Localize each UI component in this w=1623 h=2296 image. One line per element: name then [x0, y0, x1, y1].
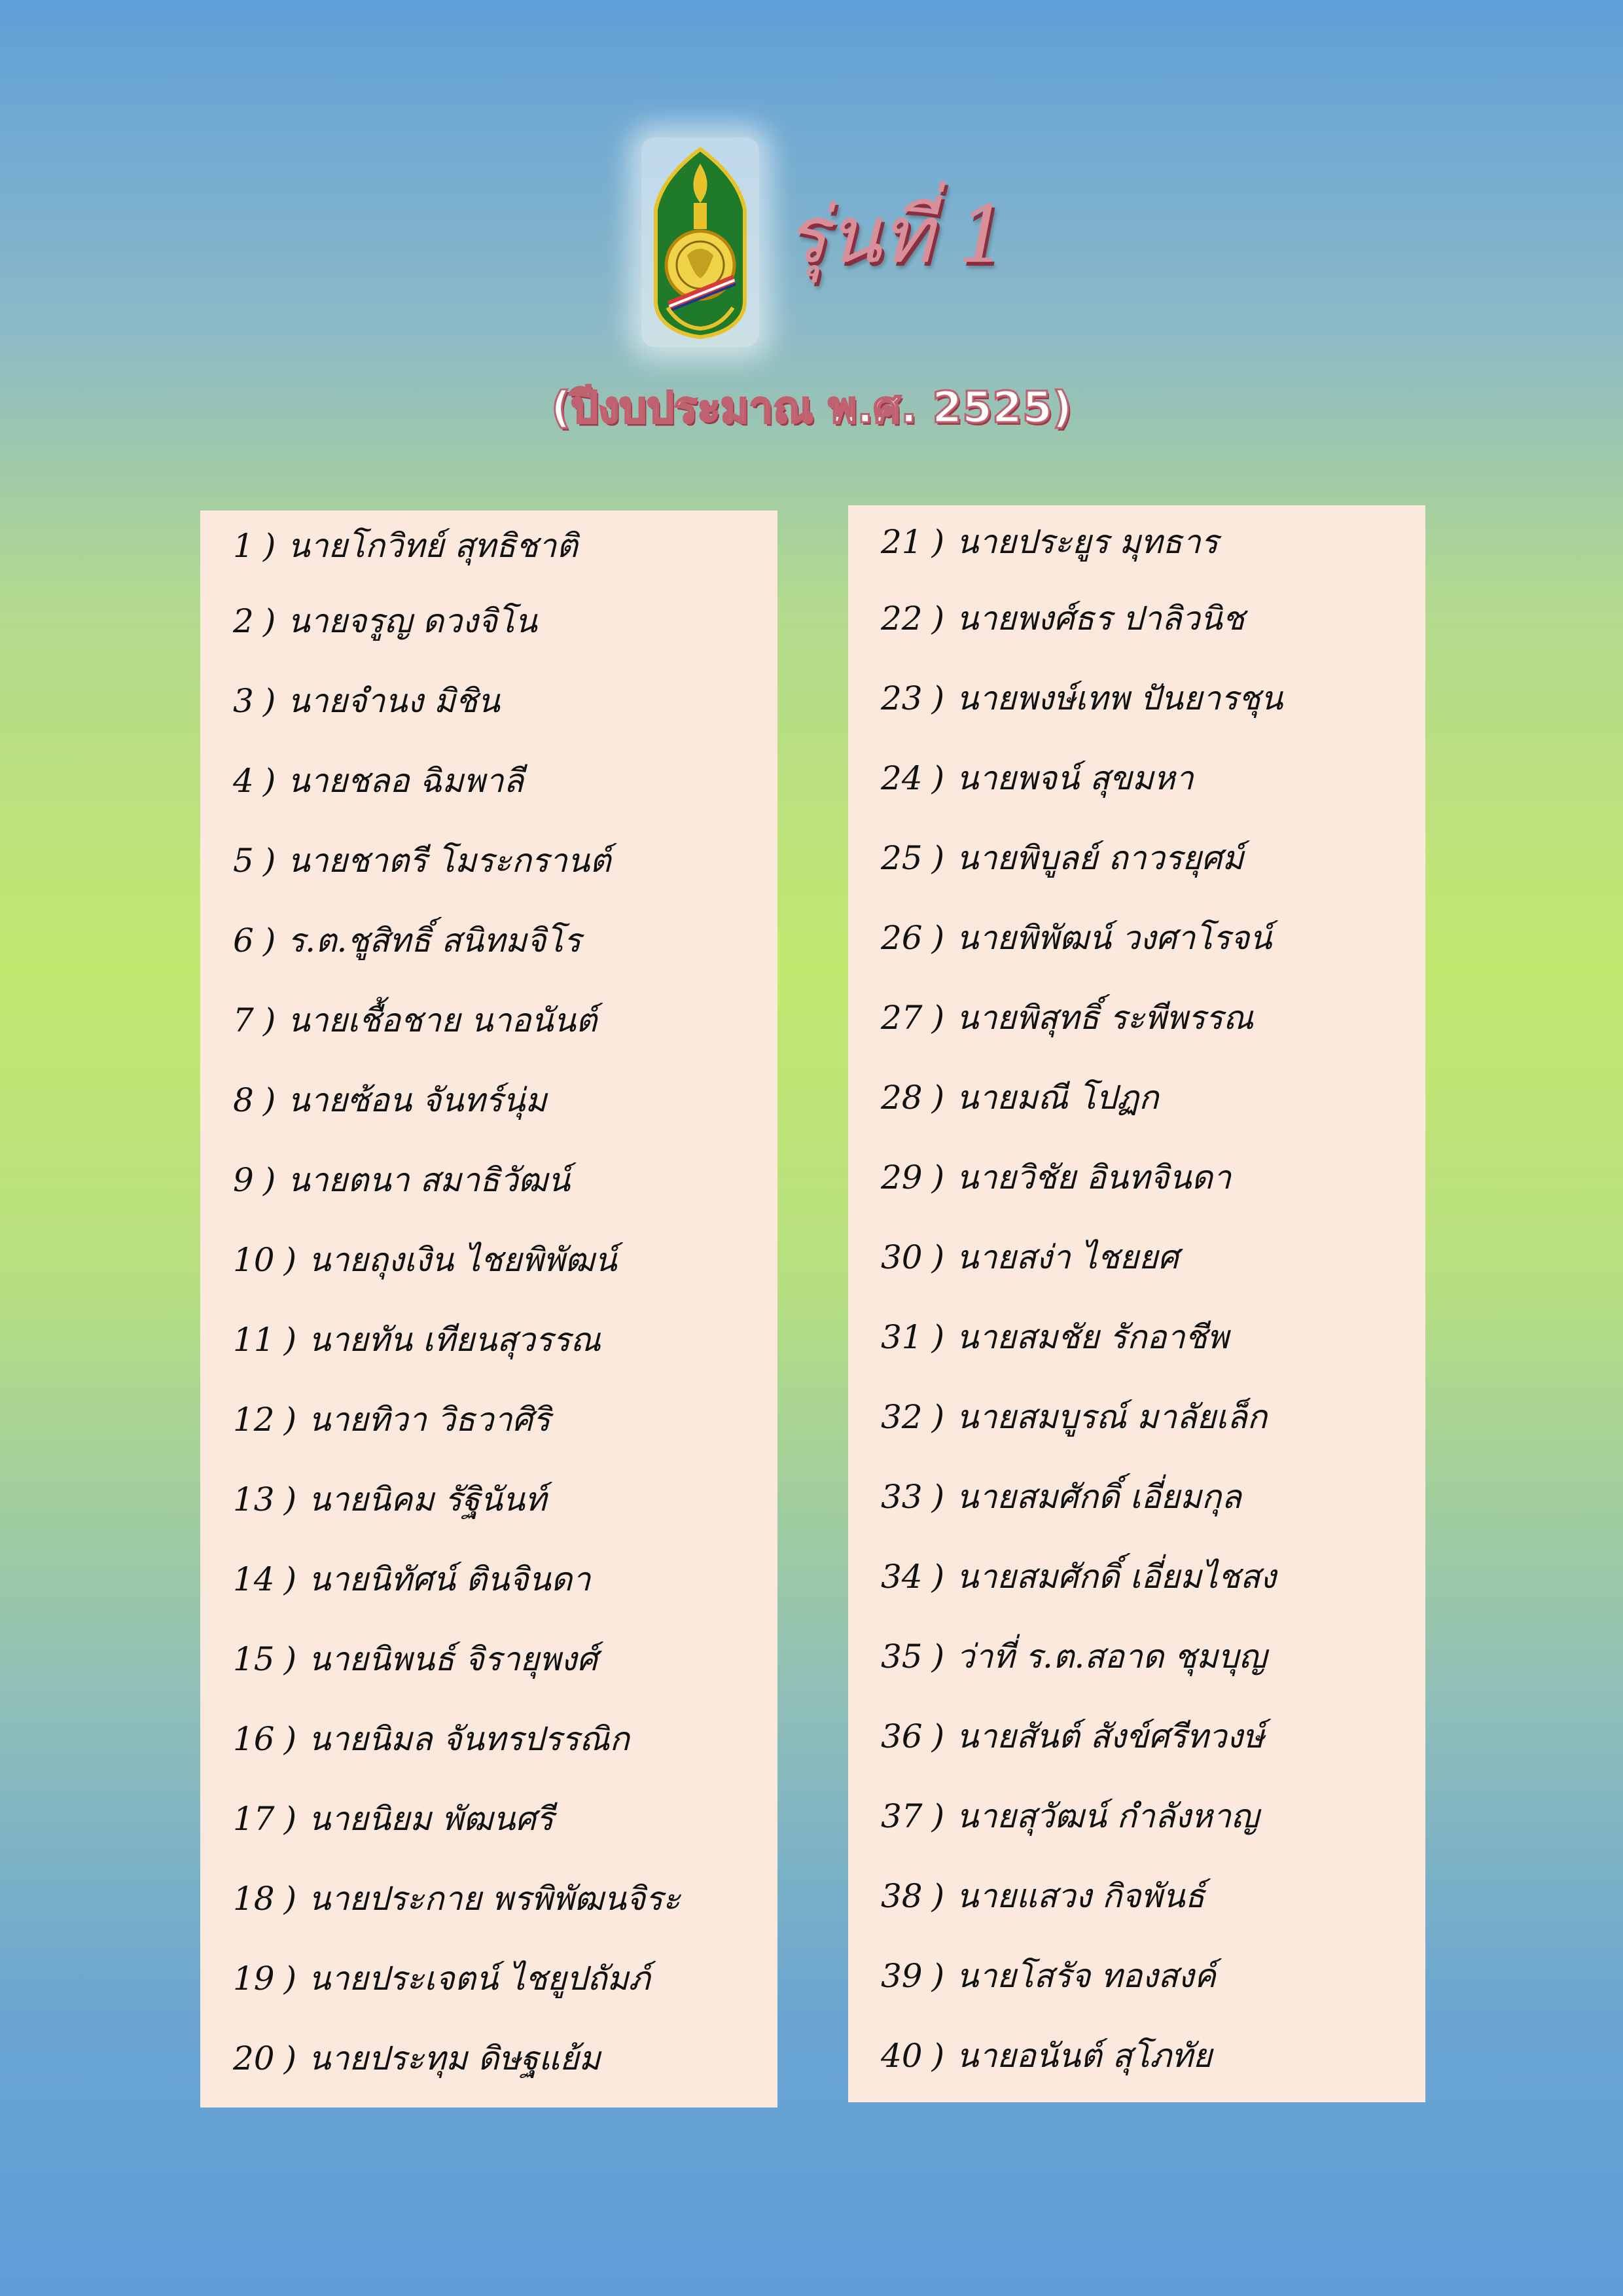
- item-name: นายนิคม รัฐินันท์: [308, 1480, 546, 1518]
- item-separator: ): [283, 1401, 297, 1439]
- item-separator: ): [931, 679, 945, 717]
- item-separator: ): [283, 1640, 297, 1678]
- item-name: นายมณี โปฏก: [956, 1079, 1159, 1117]
- item-number: 10: [233, 1241, 275, 1279]
- item-name: นายโสรัจ ทองสงค์: [956, 1957, 1216, 1995]
- item-separator: ): [931, 1717, 945, 1755]
- item-separator: ): [262, 602, 276, 640]
- item-separator: ): [283, 1321, 297, 1359]
- list-item: [881, 505, 1425, 579]
- item-separator: ): [931, 1318, 945, 1356]
- item-number: 12: [233, 1401, 275, 1439]
- list-item: [881, 1617, 1425, 1696]
- list-item: [881, 1936, 1425, 2016]
- list-item: [881, 658, 1425, 738]
- list-item: [881, 818, 1425, 898]
- item-separator: ): [283, 1800, 297, 1838]
- name-list-left: [200, 511, 777, 2108]
- list-item: [881, 978, 1425, 1058]
- list-item: [233, 511, 777, 581]
- item-separator: ): [283, 1880, 297, 1918]
- item-separator: ): [931, 600, 945, 637]
- item-separator: ): [931, 1238, 945, 1276]
- item-separator: ): [931, 2037, 945, 2075]
- item-number: 39: [881, 1957, 923, 1995]
- item-separator: ): [931, 1478, 945, 1516]
- item-number: 8: [233, 1081, 254, 1119]
- item-number: 14: [233, 1560, 275, 1598]
- item-name: ร.ต.ชูสิทธิ์ สนิทมจิโร: [287, 922, 581, 960]
- item-separator: ): [262, 1161, 276, 1199]
- list-item: [233, 1060, 777, 1140]
- item-number: 33: [881, 1478, 923, 1516]
- item-separator: ): [931, 1558, 945, 1596]
- list-item: [233, 1460, 777, 1539]
- item-separator: ): [931, 523, 945, 561]
- list-item: [233, 2018, 777, 2098]
- item-number: 19: [233, 1960, 275, 1998]
- list-item: [233, 741, 777, 821]
- list-item: [233, 1939, 777, 2018]
- item-number: 35: [881, 1638, 923, 1676]
- item-separator: ): [931, 759, 945, 797]
- page-subtitle: (ปีงบประมาณ พ.ศ. 2525): [550, 382, 1073, 433]
- item-name: นายชลอ ฉิมพาลี: [287, 762, 524, 800]
- item-separator: ): [931, 1797, 945, 1835]
- item-number: 1: [233, 527, 254, 565]
- list-item: [881, 1856, 1425, 1936]
- list-item: [233, 581, 777, 661]
- item-name: นายโกวิทย์ สุทธิชาติ: [287, 527, 578, 565]
- item-number: 16: [233, 1720, 275, 1758]
- item-name: นายพิสุทธิ์ ระพีพรรณ: [956, 999, 1254, 1037]
- item-separator: ): [931, 839, 945, 877]
- item-name: นายนิพนธ์ จิรายุพงศ์: [308, 1640, 598, 1678]
- item-number: 37: [881, 1797, 923, 1835]
- item-number: 28: [881, 1079, 923, 1117]
- item-name: นายนิมล จันทรปรรณิก: [308, 1720, 630, 1758]
- item-separator: ): [283, 1241, 297, 1279]
- item-separator: ): [283, 2039, 297, 2077]
- item-separator: ): [283, 1560, 297, 1598]
- list-item: [881, 1058, 1425, 1138]
- list-item: [233, 1699, 777, 1779]
- item-number: 36: [881, 1717, 923, 1755]
- item-number: 31: [881, 1318, 923, 1356]
- item-name: นายพงษ์เทพ ปันยารชุน: [956, 679, 1283, 717]
- item-separator: ): [262, 682, 276, 720]
- item-separator: ): [931, 1638, 945, 1676]
- list-item: [233, 980, 777, 1060]
- item-separator: ): [283, 1480, 297, 1518]
- list-item: [881, 1537, 1425, 1617]
- item-number: 18: [233, 1880, 275, 1918]
- item-name: นายทิวา วิธวาศิริ: [308, 1401, 551, 1439]
- list-item: [881, 738, 1425, 818]
- item-name: นายพจน์ สุขมหา: [956, 759, 1194, 797]
- item-separator: ): [262, 842, 276, 880]
- item-number: 22: [881, 600, 923, 637]
- item-separator: ): [931, 1158, 945, 1196]
- item-separator: ): [931, 999, 945, 1037]
- item-name: นายประยูร มุทธาร: [956, 523, 1219, 561]
- item-number: 23: [881, 679, 923, 717]
- item-number: 40: [881, 2037, 923, 2075]
- list-item: [233, 661, 777, 741]
- item-separator: ): [262, 762, 276, 800]
- item-number: 17: [233, 1800, 275, 1838]
- item-number: 24: [881, 759, 923, 797]
- item-number: 30: [881, 1238, 923, 1276]
- list-item: [233, 1300, 777, 1380]
- list-item: [881, 1776, 1425, 1856]
- item-name: นายสมศักดิ์ เอี่ยมกุล: [956, 1478, 1241, 1516]
- item-separator: ): [262, 1081, 276, 1119]
- item-name: นายวิชัย อินทจินดา: [956, 1158, 1232, 1196]
- list-item: [233, 821, 777, 901]
- item-number: 32: [881, 1398, 923, 1436]
- item-number: 34: [881, 1558, 923, 1596]
- item-name: นายสมชัย รักอาชีพ: [956, 1318, 1229, 1356]
- item-number: 15: [233, 1640, 275, 1678]
- page-title: รุ่นที่ 1: [785, 190, 1008, 281]
- item-name: นายถุงเงิน ไชยพิพัฒน์: [308, 1241, 617, 1279]
- list-item: [881, 898, 1425, 978]
- item-separator: ): [931, 1877, 945, 1915]
- item-number: 21: [881, 523, 923, 561]
- item-name: นายชาตรี โมระกรานต์: [287, 842, 611, 880]
- item-name: นายตนา สมาธิวัฒน์: [287, 1161, 570, 1199]
- item-number: 7: [233, 1001, 254, 1039]
- item-number: 38: [881, 1877, 923, 1915]
- item-name: นายจรูญ ดวงจิโน: [287, 602, 537, 640]
- emblem-graphic: [641, 137, 759, 347]
- list-item: [233, 1619, 777, 1699]
- item-number: 11: [233, 1321, 275, 1359]
- item-separator: ): [262, 922, 276, 960]
- name-list-right: [848, 505, 1425, 2102]
- list-item: [233, 901, 777, 980]
- list-item: [881, 1457, 1425, 1537]
- list-item: [233, 1140, 777, 1220]
- item-separator: ): [931, 1079, 945, 1117]
- item-separator: ): [931, 1957, 945, 1995]
- item-number: 4: [233, 762, 254, 800]
- item-name: นายสันต์ สังข์ศรีทวงษ์: [956, 1717, 1264, 1755]
- list-item: [233, 1539, 777, 1619]
- item-number: 9: [233, 1161, 254, 1199]
- item-number: 25: [881, 839, 923, 877]
- item-name: นายทัน เทียนสุวรรณ: [308, 1321, 601, 1359]
- item-name: นายนิยม พัฒนศรี: [308, 1800, 554, 1838]
- item-name: นายพิบูลย์ ถาวรยุศม์: [956, 839, 1244, 877]
- item-separator: ): [931, 1398, 945, 1436]
- list-item: [881, 1377, 1425, 1457]
- item-name: นายนิทัศน์ ตินจินดา: [308, 1560, 591, 1598]
- list-item: [881, 1297, 1425, 1377]
- item-name: นายพงศ์ธร ปาลิวนิช: [956, 600, 1245, 637]
- item-name: นายเชื้อชาย นาอนันต์: [287, 1001, 597, 1039]
- item-name: นายประเจตน์ ไชยูปถัมภ์: [308, 1960, 651, 1998]
- item-name: นายสมบูรณ์ มาลัยเล็ก: [956, 1398, 1268, 1436]
- list-item: [233, 1859, 777, 1939]
- item-number: 13: [233, 1480, 275, 1518]
- item-name: นายอนันต์ สุโภทัย: [956, 2037, 1213, 2075]
- item-number: 20: [233, 2039, 275, 2077]
- list-item: [881, 1696, 1425, 1776]
- list-item: [881, 1217, 1425, 1297]
- item-name: นายสุวัฒน์ กำลังหาญ: [956, 1797, 1259, 1835]
- item-name: นายจำนง มิชิน: [287, 682, 500, 720]
- item-separator: ): [262, 1001, 276, 1039]
- item-separator: ): [262, 527, 276, 565]
- list-item: [233, 1779, 777, 1859]
- list-item: [881, 579, 1425, 658]
- item-name: นายประกาย พรพิพัฒนจิระ: [308, 1880, 681, 1918]
- item-number: 3: [233, 682, 254, 720]
- item-number: 29: [881, 1158, 923, 1196]
- item-name: ว่าที่ ร.ต.สอาด ชุมบุญ: [956, 1638, 1267, 1676]
- list-item: [233, 1380, 777, 1460]
- item-number: 2: [233, 602, 254, 640]
- item-name: นายสง่า ไชยยศ: [956, 1238, 1179, 1276]
- list-item: [233, 1220, 777, 1300]
- item-number: 6: [233, 922, 254, 960]
- item-name: นายซ้อน จันทร์นุ่ม: [287, 1081, 547, 1119]
- item-name: นายสมศักดิ์ เอี่ยมไชสง: [956, 1558, 1276, 1596]
- item-number: 5: [233, 842, 254, 880]
- item-separator: ): [283, 1720, 297, 1758]
- item-separator: ): [931, 919, 945, 957]
- item-name: นายแสวง กิจพันธ์: [956, 1877, 1205, 1915]
- list-item: [881, 2016, 1425, 2096]
- item-separator: ): [283, 1960, 297, 1998]
- item-name: นายประทุม ดิษฐแย้ม: [308, 2039, 601, 2077]
- item-name: นายพิพัฒน์ วงศาโรจน์: [956, 919, 1272, 957]
- item-number: 27: [881, 999, 923, 1037]
- list-item: [881, 1138, 1425, 1217]
- item-number: 26: [881, 919, 923, 957]
- school-emblem-icon: [641, 137, 759, 347]
